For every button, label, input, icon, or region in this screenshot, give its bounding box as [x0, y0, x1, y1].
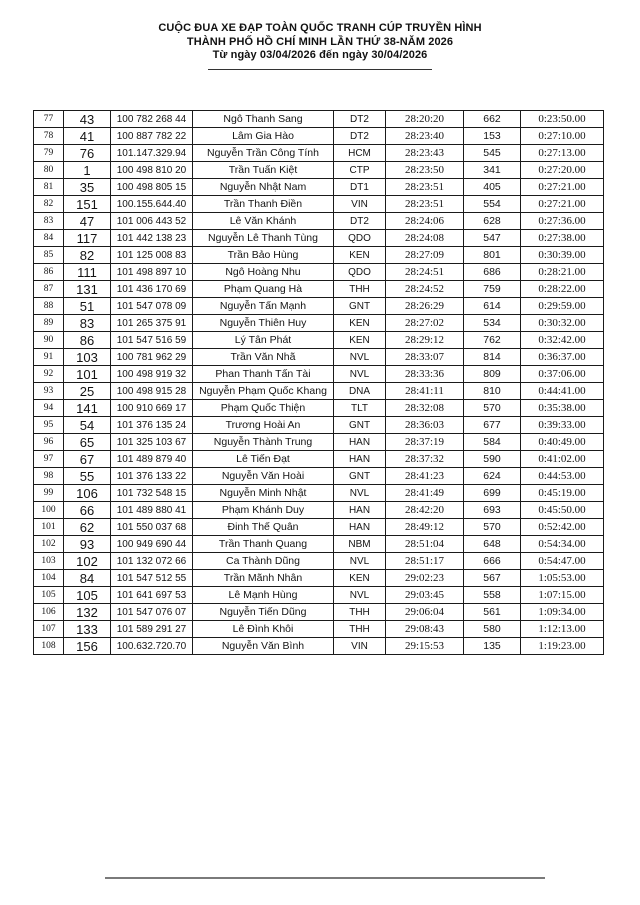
bib-cell: 101	[64, 366, 111, 383]
race-edition: THÀNH PHỐ HỒ CHÍ MINH LẦN THỨ 38-NĂM 2026	[186, 35, 454, 48]
bib-cell: 106	[64, 485, 111, 502]
uci-id-cell: 101 325 103 67	[111, 434, 193, 451]
points-cell: 648	[464, 536, 521, 553]
rank-cell: 108	[34, 638, 64, 655]
uci-id-cell: 101 436 170 69	[111, 281, 193, 298]
rank-cell: 93	[34, 383, 64, 400]
name-cell: Ca Thành Dũng	[193, 553, 334, 570]
uci-id-cell: 101 641 697 53	[111, 587, 193, 604]
gap-cell: 0:37:06.00	[521, 366, 604, 383]
points-cell: 686	[464, 264, 521, 281]
team-cell: DT2	[334, 128, 386, 145]
bib-cell: 25	[64, 383, 111, 400]
uci-id-cell: 101 265 375 91	[111, 315, 193, 332]
rank-cell: 80	[34, 162, 64, 179]
rank-cell: 82	[34, 196, 64, 213]
time-cell: 28:51:17	[386, 553, 464, 570]
name-cell: Trần Bảo Hùng	[193, 247, 334, 264]
name-cell: Đinh Thế Quân	[193, 519, 334, 536]
uci-id-cell: 100 498 915 28	[111, 383, 193, 400]
name-cell: Nguyễn Nhật Nam	[193, 179, 334, 196]
time-cell: 28:23:43	[386, 145, 464, 162]
points-cell: 614	[464, 298, 521, 315]
time-cell: 28:51:04	[386, 536, 464, 553]
rank-cell: 92	[34, 366, 64, 383]
team-cell: KEN	[334, 247, 386, 264]
bib-cell: 133	[64, 621, 111, 638]
table-row	[34, 621, 604, 638]
time-cell: 28:41:49	[386, 485, 464, 502]
time-cell: 28:42:20	[386, 502, 464, 519]
uci-id-cell: 100 498 805 15	[111, 179, 193, 196]
time-cell: 29:06:04	[386, 604, 464, 621]
time-cell: 28:20:20	[386, 111, 464, 128]
name-cell: Nguyễn Tấn Mạnh	[193, 298, 334, 315]
bib-cell: 67	[64, 451, 111, 468]
team-cell: NBM	[334, 536, 386, 553]
gap-cell: 0:54:47.00	[521, 553, 604, 570]
team-cell: VIN	[334, 638, 386, 655]
bib-cell: 102	[64, 553, 111, 570]
gap-cell: 0:41:02.00	[521, 451, 604, 468]
rank-cell: 86	[34, 264, 64, 281]
points-cell: 570	[464, 400, 521, 417]
team-cell: VIN	[334, 196, 386, 213]
bib-cell: 111	[64, 264, 111, 281]
rank-cell: 107	[34, 621, 64, 638]
time-cell: 28:49:12	[386, 519, 464, 536]
name-cell: Phạm Khánh Duy	[193, 502, 334, 519]
table-row	[34, 451, 604, 468]
bib-cell: 54	[64, 417, 111, 434]
footer-rule	[105, 877, 545, 879]
table-row	[34, 298, 604, 315]
points-cell: 545	[464, 145, 521, 162]
gap-cell: 1:05:53.00	[521, 570, 604, 587]
points-cell: 590	[464, 451, 521, 468]
time-cell: 28:37:19	[386, 434, 464, 451]
name-cell: Nguyễn Tiến Dũng	[193, 604, 334, 621]
name-cell: Nguyễn Văn Hoài	[193, 468, 334, 485]
points-cell: 801	[464, 247, 521, 264]
team-cell: GNT	[334, 417, 386, 434]
name-cell: Trần Tuấn Kiệt	[193, 162, 334, 179]
uci-id-cell: 101 498 897 10	[111, 264, 193, 281]
points-cell: 567	[464, 570, 521, 587]
points-cell: 666	[464, 553, 521, 570]
team-cell: GNT	[334, 468, 386, 485]
name-cell: Phạm Quang Hà	[193, 281, 334, 298]
team-cell: TLT	[334, 400, 386, 417]
table-row	[34, 587, 604, 604]
points-cell: 135	[464, 638, 521, 655]
time-cell: 28:26:29	[386, 298, 464, 315]
points-cell: 405	[464, 179, 521, 196]
points-cell: 662	[464, 111, 521, 128]
time-cell: 29:02:23	[386, 570, 464, 587]
points-cell: 759	[464, 281, 521, 298]
rank-cell: 81	[34, 179, 64, 196]
gap-cell: 0:27:38.00	[521, 230, 604, 247]
points-cell: 558	[464, 587, 521, 604]
rank-cell: 90	[34, 332, 64, 349]
bib-cell: 43	[64, 111, 111, 128]
time-cell: 28:33:36	[386, 366, 464, 383]
points-cell: 341	[464, 162, 521, 179]
gap-cell: 1:07:15.00	[521, 587, 604, 604]
rank-cell: 98	[34, 468, 64, 485]
gap-cell: 0:44:41.00	[521, 383, 604, 400]
uci-id-cell: 101 006 443 52	[111, 213, 193, 230]
points-cell: 153	[464, 128, 521, 145]
race-title: CUỘC ĐUA XE ĐẠP TOÀN QUỐC TRANH CÚP TRUYỀN HÌNH	[158, 22, 482, 34]
race-dates: Từ ngày 03/04/2026 đến ngày 30/04/2026	[212, 49, 428, 61]
bib-cell: 35	[64, 179, 111, 196]
rank-cell: 88	[34, 298, 64, 315]
team-cell: KEN	[334, 332, 386, 349]
team-cell: GNT	[334, 298, 386, 315]
bib-cell: 156	[64, 638, 111, 655]
time-cell: 28:41:11	[386, 383, 464, 400]
bib-cell: 93	[64, 536, 111, 553]
points-cell: 809	[464, 366, 521, 383]
rank-cell: 77	[34, 111, 64, 128]
table-row	[34, 162, 604, 179]
time-cell: 29:03:45	[386, 587, 464, 604]
table-row	[34, 604, 604, 621]
points-cell: 810	[464, 383, 521, 400]
points-cell: 554	[464, 196, 521, 213]
rank-cell: 101	[34, 519, 64, 536]
bib-cell: 86	[64, 332, 111, 349]
bib-cell: 82	[64, 247, 111, 264]
gap-cell: 0:52:42.00	[521, 519, 604, 536]
time-cell: 28:32:08	[386, 400, 464, 417]
team-cell: KEN	[334, 570, 386, 587]
results-table	[33, 110, 604, 655]
uci-id-cell: 101 376 133 22	[111, 468, 193, 485]
bib-cell: 131	[64, 281, 111, 298]
gap-cell: 1:12:13.00	[521, 621, 604, 638]
name-cell: Nguyễn Trần Công Tính	[193, 145, 334, 162]
gap-cell: 0:44:53.00	[521, 468, 604, 485]
bib-cell: 151	[64, 196, 111, 213]
team-cell: NVL	[334, 485, 386, 502]
gap-cell: 0:27:13.00	[521, 145, 604, 162]
time-cell: 28:36:03	[386, 417, 464, 434]
table-row	[34, 468, 604, 485]
points-cell: 580	[464, 621, 521, 638]
table-row	[34, 502, 604, 519]
rank-cell: 84	[34, 230, 64, 247]
team-cell: DT2	[334, 111, 386, 128]
team-cell: THH	[334, 281, 386, 298]
gap-cell: 0:54:34.00	[521, 536, 604, 553]
uci-id-cell: 101 589 291 27	[111, 621, 193, 638]
points-cell: 693	[464, 502, 521, 519]
time-cell: 28:24:08	[386, 230, 464, 247]
name-cell: Lý Tân Phát	[193, 332, 334, 349]
table-row	[34, 553, 604, 570]
table-row	[34, 315, 604, 332]
team-cell: DT2	[334, 213, 386, 230]
time-cell: 28:23:50	[386, 162, 464, 179]
gap-cell: 0:28:21.00	[521, 264, 604, 281]
team-cell: DT1	[334, 179, 386, 196]
points-cell: 570	[464, 519, 521, 536]
name-cell: Trần Thanh Quang	[193, 536, 334, 553]
rank-cell: 85	[34, 247, 64, 264]
name-cell: Nguyễn Văn Bình	[193, 638, 334, 655]
bib-cell: 141	[64, 400, 111, 417]
team-cell: HAN	[334, 434, 386, 451]
table-row	[34, 570, 604, 587]
results-table-body	[34, 111, 604, 655]
gap-cell: 0:27:10.00	[521, 128, 604, 145]
bib-cell: 103	[64, 349, 111, 366]
name-cell: Lê Tiến Đạt	[193, 451, 334, 468]
time-cell: 28:27:09	[386, 247, 464, 264]
time-cell: 28:24:52	[386, 281, 464, 298]
name-cell: Nguyễn Phạm Quốc Khang	[193, 383, 334, 400]
uci-id-cell: 101.147.329.94	[111, 145, 193, 162]
name-cell: Phan Thanh Tấn Tài	[193, 366, 334, 383]
bib-cell: 83	[64, 315, 111, 332]
uci-id-cell: 100 949 690 44	[111, 536, 193, 553]
bib-cell: 84	[64, 570, 111, 587]
table-row	[34, 349, 604, 366]
uci-id-cell: 101 732 548 15	[111, 485, 193, 502]
points-cell: 547	[464, 230, 521, 247]
uci-id-cell: 100 910 669 17	[111, 400, 193, 417]
rank-cell: 94	[34, 400, 64, 417]
team-cell: CTP	[334, 162, 386, 179]
table-row	[34, 196, 604, 213]
uci-id-cell: 100 498 919 32	[111, 366, 193, 383]
rank-cell: 78	[34, 128, 64, 145]
rank-cell: 102	[34, 536, 64, 553]
rank-cell: 91	[34, 349, 64, 366]
bib-cell: 66	[64, 502, 111, 519]
time-cell: 29:15:53	[386, 638, 464, 655]
bib-cell: 76	[64, 145, 111, 162]
bib-cell: 1	[64, 162, 111, 179]
bib-cell: 117	[64, 230, 111, 247]
gap-cell: 0:30:39.00	[521, 247, 604, 264]
name-cell: Lâm Gia Hào	[193, 128, 334, 145]
rank-cell: 103	[34, 553, 64, 570]
uci-id-cell: 101 376 135 24	[111, 417, 193, 434]
gap-cell: 0:36:37.00	[521, 349, 604, 366]
gap-cell: 1:09:34.00	[521, 604, 604, 621]
rank-cell: 104	[34, 570, 64, 587]
rank-cell: 83	[34, 213, 64, 230]
points-cell: 534	[464, 315, 521, 332]
name-cell: Lê Đình Khôi	[193, 621, 334, 638]
team-cell: QDO	[334, 230, 386, 247]
points-cell: 561	[464, 604, 521, 621]
rank-cell: 100	[34, 502, 64, 519]
team-cell: HAN	[334, 502, 386, 519]
uci-id-cell: 101 547 076 07	[111, 604, 193, 621]
name-cell: Ngô Hoàng Nhu	[193, 264, 334, 281]
table-row	[34, 230, 604, 247]
name-cell: Trần Thanh Điền	[193, 196, 334, 213]
gap-cell: 0:23:50.00	[521, 111, 604, 128]
uci-id-cell: 100 887 782 22	[111, 128, 193, 145]
rank-cell: 97	[34, 451, 64, 468]
team-cell: HAN	[334, 451, 386, 468]
table-row	[34, 145, 604, 162]
team-cell: HCM	[334, 145, 386, 162]
team-cell: HAN	[334, 519, 386, 536]
time-cell: 28:27:02	[386, 315, 464, 332]
time-cell: 28:23:40	[386, 128, 464, 145]
name-cell: Trương Hoài An	[193, 417, 334, 434]
time-cell: 28:24:51	[386, 264, 464, 281]
name-cell: Phạm Quốc Thiện	[193, 400, 334, 417]
table-row	[34, 400, 604, 417]
team-cell: KEN	[334, 315, 386, 332]
rank-cell: 79	[34, 145, 64, 162]
bib-cell: 105	[64, 587, 111, 604]
bib-cell: 62	[64, 519, 111, 536]
gap-cell: 0:45:50.00	[521, 502, 604, 519]
team-cell: QDO	[334, 264, 386, 281]
rank-cell: 87	[34, 281, 64, 298]
name-cell: Lê Mạnh Hùng	[193, 587, 334, 604]
uci-id-cell: 101 125 008 83	[111, 247, 193, 264]
uci-id-cell: 101 489 879 40	[111, 451, 193, 468]
name-cell: Nguyễn Thành Trung	[193, 434, 334, 451]
name-cell: Nguyễn Lê Thanh Tùng	[193, 230, 334, 247]
uci-id-cell: 100.632.720.70	[111, 638, 193, 655]
table-row	[34, 128, 604, 145]
bib-cell: 41	[64, 128, 111, 145]
table-row	[34, 434, 604, 451]
table-row	[34, 383, 604, 400]
team-cell: DNA	[334, 383, 386, 400]
uci-id-cell: 101 442 138 23	[111, 230, 193, 247]
time-cell: 28:41:23	[386, 468, 464, 485]
gap-cell: 0:27:36.00	[521, 213, 604, 230]
uci-id-cell: 101 547 512 55	[111, 570, 193, 587]
table-row	[34, 485, 604, 502]
team-cell: NVL	[334, 553, 386, 570]
gap-cell: 0:39:33.00	[521, 417, 604, 434]
points-cell: 677	[464, 417, 521, 434]
rank-cell: 99	[34, 485, 64, 502]
points-cell: 624	[464, 468, 521, 485]
bib-cell: 47	[64, 213, 111, 230]
uci-id-cell: 100 498 810 20	[111, 162, 193, 179]
table-row	[34, 638, 604, 655]
uci-id-cell: 101 547 078 09	[111, 298, 193, 315]
table-row	[34, 213, 604, 230]
uci-id-cell: 101 489 880 41	[111, 502, 193, 519]
rank-cell: 95	[34, 417, 64, 434]
points-cell: 584	[464, 434, 521, 451]
name-cell: Nguyễn Thiên Huy	[193, 315, 334, 332]
uci-id-cell: 101 547 516 59	[111, 332, 193, 349]
gap-cell: 0:27:21.00	[521, 179, 604, 196]
gap-cell: 0:27:20.00	[521, 162, 604, 179]
points-cell: 699	[464, 485, 521, 502]
time-cell: 28:33:07	[386, 349, 464, 366]
gap-cell: 0:30:32.00	[521, 315, 604, 332]
name-cell: Trần Văn Nhã	[193, 349, 334, 366]
table-row	[34, 332, 604, 349]
points-cell: 814	[464, 349, 521, 366]
team-cell: NVL	[334, 349, 386, 366]
time-cell: 28:24:06	[386, 213, 464, 230]
team-cell: THH	[334, 621, 386, 638]
gap-cell: 0:27:21.00	[521, 196, 604, 213]
team-cell: NVL	[334, 366, 386, 383]
gap-cell: 0:40:49.00	[521, 434, 604, 451]
gap-cell: 0:29:59.00	[521, 298, 604, 315]
gap-cell: 0:28:22.00	[521, 281, 604, 298]
name-cell: Ngô Thanh Sang	[193, 111, 334, 128]
time-cell: 28:29:12	[386, 332, 464, 349]
uci-id-cell: 101 550 037 68	[111, 519, 193, 536]
bib-cell: 132	[64, 604, 111, 621]
points-cell: 628	[464, 213, 521, 230]
name-cell: Trần Mãnh Nhân	[193, 570, 334, 587]
bib-cell: 51	[64, 298, 111, 315]
table-row	[34, 247, 604, 264]
gap-cell: 0:35:38.00	[521, 400, 604, 417]
table-row	[34, 264, 604, 281]
time-cell: 28:23:51	[386, 196, 464, 213]
uci-id-cell: 100 781 962 29	[111, 349, 193, 366]
table-row	[34, 417, 604, 434]
gap-cell: 1:19:23.00	[521, 638, 604, 655]
points-cell: 762	[464, 332, 521, 349]
gap-cell: 0:45:19.00	[521, 485, 604, 502]
uci-id-cell: 100 782 268 44	[111, 111, 193, 128]
team-cell: THH	[334, 604, 386, 621]
bib-cell: 65	[64, 434, 111, 451]
rank-cell: 89	[34, 315, 64, 332]
rank-cell: 106	[34, 604, 64, 621]
time-cell: 28:37:32	[386, 451, 464, 468]
table-row	[34, 536, 604, 553]
name-cell: Nguyễn Minh Nhật	[193, 485, 334, 502]
table-row	[34, 111, 604, 128]
time-cell: 29:08:43	[386, 621, 464, 638]
header-rule	[208, 69, 432, 70]
uci-id-cell: 100.155.644.40	[111, 196, 193, 213]
doc-header	[0, 22, 640, 63]
table-row	[34, 281, 604, 298]
time-cell: 28:23:51	[386, 179, 464, 196]
uci-id-cell: 101 132 072 66	[111, 553, 193, 570]
rank-cell: 105	[34, 587, 64, 604]
gap-cell: 0:32:42.00	[521, 332, 604, 349]
team-cell: NVL	[334, 587, 386, 604]
bib-cell: 55	[64, 468, 111, 485]
table-row	[34, 519, 604, 536]
rank-cell: 96	[34, 434, 64, 451]
table-row	[34, 179, 604, 196]
name-cell: Lê Văn Khánh	[193, 213, 334, 230]
table-row	[34, 366, 604, 383]
